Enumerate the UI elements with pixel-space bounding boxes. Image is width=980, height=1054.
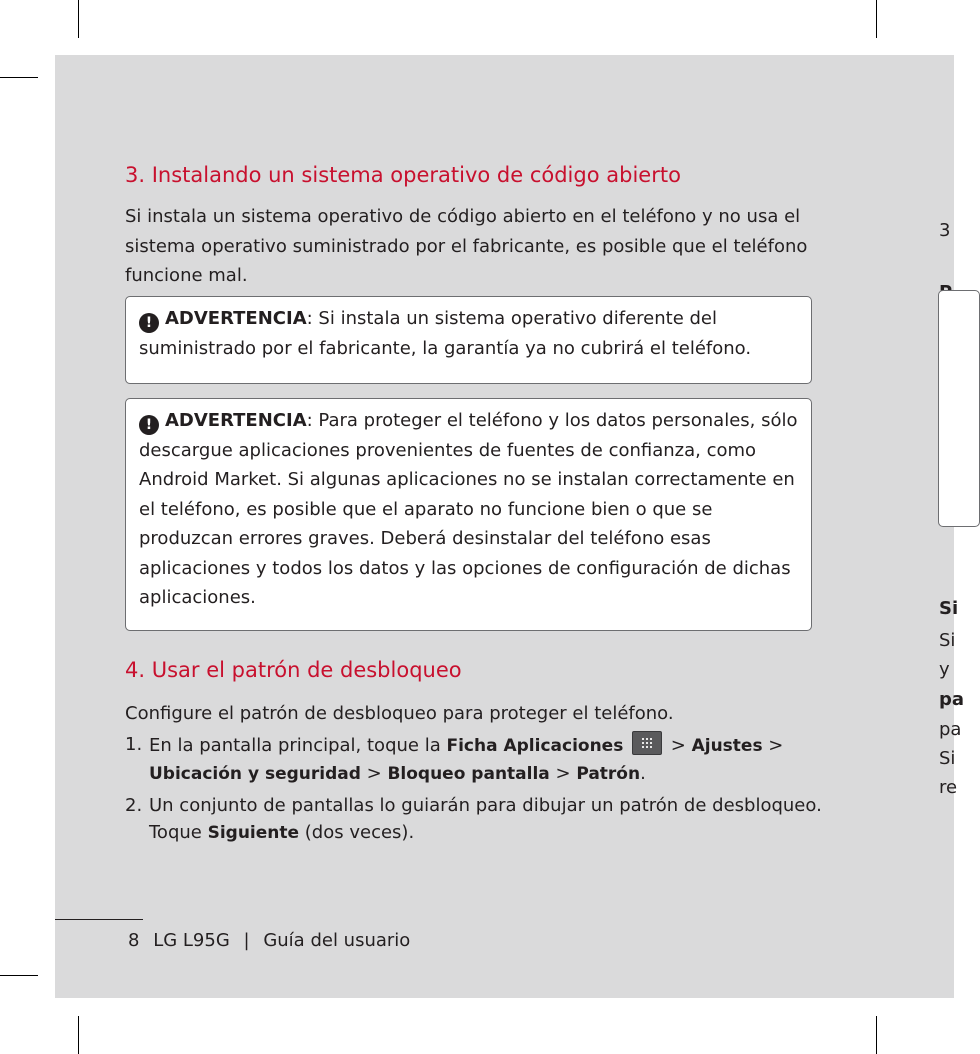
page-footer [128, 930, 418, 951]
section-paragraph: Si instala un sistema operativo de código abierto en el teléfono y no usa el sistema operativo suministrado por el fabricante, es posible que el teléfono funcione mal. [125, 206, 808, 286]
facing-page-fragment: re [939, 777, 958, 798]
warning-label: ADVERTENCIA [165, 308, 307, 329]
facing-page-fragment: 3 [939, 220, 951, 241]
footer-guide: Guía del usuario [263, 930, 411, 951]
path-separator: > [762, 735, 784, 756]
path-separator: > [665, 735, 692, 756]
path-separator: > [549, 763, 577, 784]
warning-box [125, 296, 812, 384]
path-separator: > [360, 763, 388, 784]
warning-text: : Si instala un sistema operativo diferente del suministrado por el fabricante, la garantía ya no cubrirá el teléfono. [139, 308, 752, 359]
crop-mark [78, 0, 79, 38]
facing-page-fragment: pa [939, 689, 965, 710]
crop-mark [876, 1016, 877, 1054]
list-item [125, 792, 825, 847]
section-heading: 4. Usar el patrón de desbloqueo [125, 658, 462, 682]
menu-path-item: Patrón [576, 764, 641, 784]
page-number: 8 [128, 930, 140, 951]
step-number: 1. [125, 734, 143, 755]
exclamation-icon: ! [139, 313, 159, 333]
crop-mark [0, 975, 38, 976]
exclamation-icon: ! [139, 415, 159, 435]
crop-mark [876, 0, 877, 38]
crop-mark [0, 77, 38, 78]
list-item [125, 731, 825, 788]
step-text: Un conjunto de pantallas lo guiarán para dibujar un patrón de desbloqueo. Toque [149, 795, 822, 843]
footer-rule [55, 919, 143, 920]
warning-label: ADVERTENCIA [165, 410, 307, 431]
crop-mark [78, 1016, 79, 1054]
steps-list [125, 731, 825, 851]
menu-path-item: Siguiente [207, 823, 300, 843]
step-end: . [640, 763, 646, 784]
step-number: 2. [125, 795, 143, 816]
menu-path-item: Ficha Aplicaciones [446, 736, 624, 756]
warning-text: : Para proteger el teléfono y los datos personales, sólo descargue aplicaciones provenientes de fuentes de confianza, como Android Market. Si algunas aplicaciones no se instalan correctamente en el teléfono, es posible que el aparato no funcione bien o que se produzcan errores graves. Deberá desinstalar del teléfono esas aplicaciones y todos los datos y las opciones de configuración de dichas aplicaciones. [139, 410, 798, 608]
step-text: (dos veces). [299, 822, 415, 843]
footer-separator: | [243, 930, 250, 951]
facing-page-fragment: y [939, 659, 950, 680]
facing-page-box [938, 290, 980, 527]
facing-page-fragment: pa [939, 719, 962, 740]
section-heading: 3. Instalando un sistema operativo de código abierto [125, 163, 681, 187]
menu-path-item: Ubicación y seguridad [149, 764, 361, 784]
warning-box [125, 398, 812, 631]
facing-page-fragment: Si [939, 630, 956, 651]
facing-page-fragment: Si [939, 598, 959, 619]
menu-path-item: Bloqueo pantalla [387, 764, 550, 784]
section-paragraph: Configure el patrón de desbloqueo para proteger el teléfono. [125, 703, 674, 724]
apps-grid-icon [632, 731, 662, 755]
menu-path-item: Ajustes [691, 736, 763, 756]
footer-model: LG L95G [153, 930, 230, 951]
step-text: En la pantalla principal, toque la [149, 735, 447, 756]
facing-page-fragment: Si [939, 748, 956, 769]
facing-page [877, 55, 965, 998]
